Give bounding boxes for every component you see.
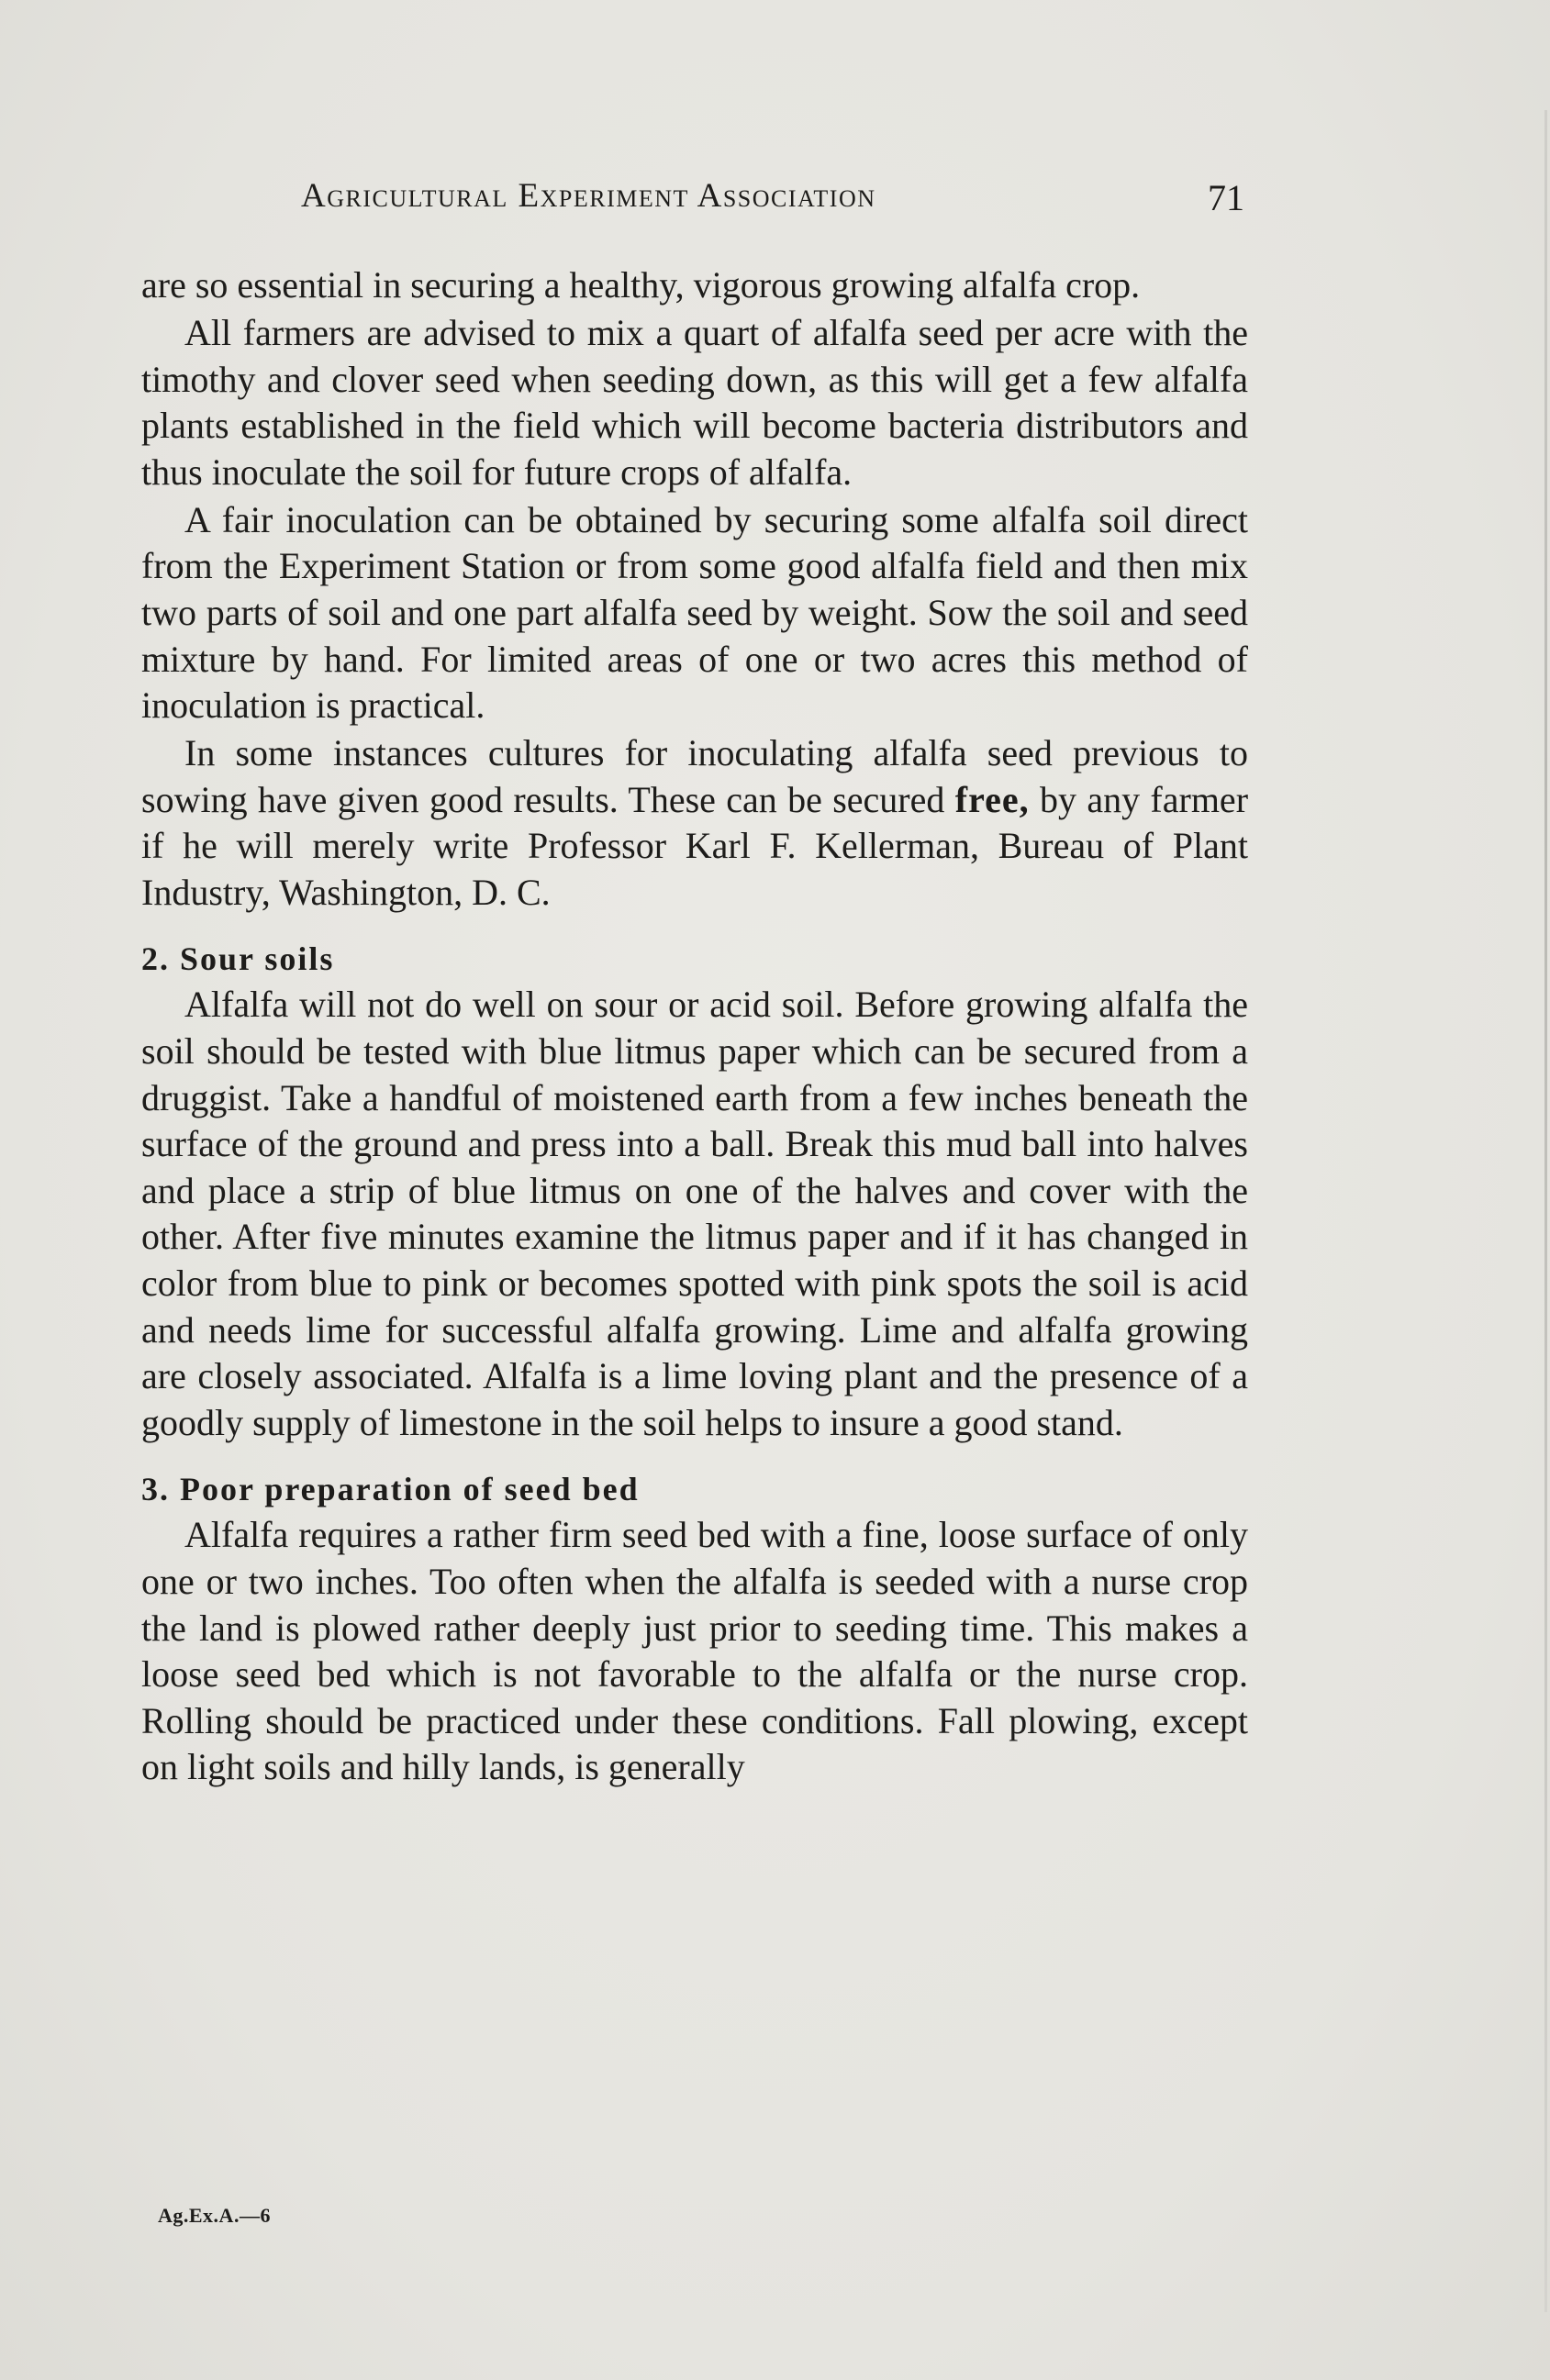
paragraph-seed-bed: Alfalfa requires a rather firm seed bed with a fine, loose surface of only one or two inches. Too often when the alfalfa is seeded with a nurse crop the land is plowed rather deeply just prior to seeding time. This makes a loose seed bed which is not favorable to the alfalfa or the nurse crop. Rolling should be practiced under these conditions. Fall plowing, except on light soils and hilly lands, is generally bbox=[141, 1514, 1248, 1788]
cultures-text-before: In some instances cultures for inoculating alfalfa seed previous to sowing have given good results. These can be secured bbox=[141, 732, 1248, 820]
running-head-title: Agricultural Experiment Association bbox=[301, 177, 876, 215]
body-text bbox=[141, 262, 1248, 1792]
signature-mark: Ag.Ex.A.—6 bbox=[158, 2204, 271, 2227]
section-heading-sour-soils: 2. Sour soils bbox=[141, 940, 335, 978]
free-emphasis: free, bbox=[954, 778, 1030, 820]
paragraph-alfalfa-seed-mix: All farmers are advised to mix a quart of alfalfa seed per acre with the timothy and clover seed when seeding down, as this will get a few alfalfa plants established in the field which will become bacteria distributors and thus inoculate the soil for future crops of alfalfa. bbox=[141, 311, 1248, 493]
paragraph-cultures bbox=[141, 730, 1248, 916]
running-head bbox=[301, 176, 1244, 222]
page-edge-shadow bbox=[1544, 110, 1547, 2312]
section-heading-seed-bed: 3. Poor preparation of seed bed bbox=[141, 1471, 640, 1508]
page-number: 71 bbox=[1208, 177, 1244, 218]
paragraph-continued: are so essential in securing a healthy, vigorous growing alfalfa crop. bbox=[141, 264, 1141, 306]
paragraph-sour-soils: Alfalfa will not do well on sour or acid soil. Before growing alfalfa the soil should be tested with blue litmus paper which can be secured from a druggist. Take a handful of moistened earth from a few inches beneath the surface of the ground and press into a ball. Break this mud ball into halves and place a strip of blue litmus on one of the halves and cover with the other. After five minutes examine the litmus paper and if it has changed in color from blue to pink or becomes spotted with pink spots the soil is acid and needs lime for successful alfalfa growing. Lime and alfalfa growing are closely associated. Alfalfa is a lime loving plant and the presence of a goodly supply of limestone in the soil helps to insure a good stand. bbox=[141, 984, 1248, 1443]
paragraph-fair-inoculation: A fair inoculation can be obtained by securing some alfalfa soil direct from the Experiment Station or from some good alfalfa field and then mix two parts of soil and one part alfalfa seed by weight. Sow the soil and seed mixture by hand. For limited areas of one or two acres this method of inoculation is practical. bbox=[141, 498, 1248, 727]
cultures-text-after: by any farmer if he will merely write Professor Karl F. Kellerman, Bureau of Plant Industry, Washington, D. C. bbox=[141, 778, 1249, 913]
